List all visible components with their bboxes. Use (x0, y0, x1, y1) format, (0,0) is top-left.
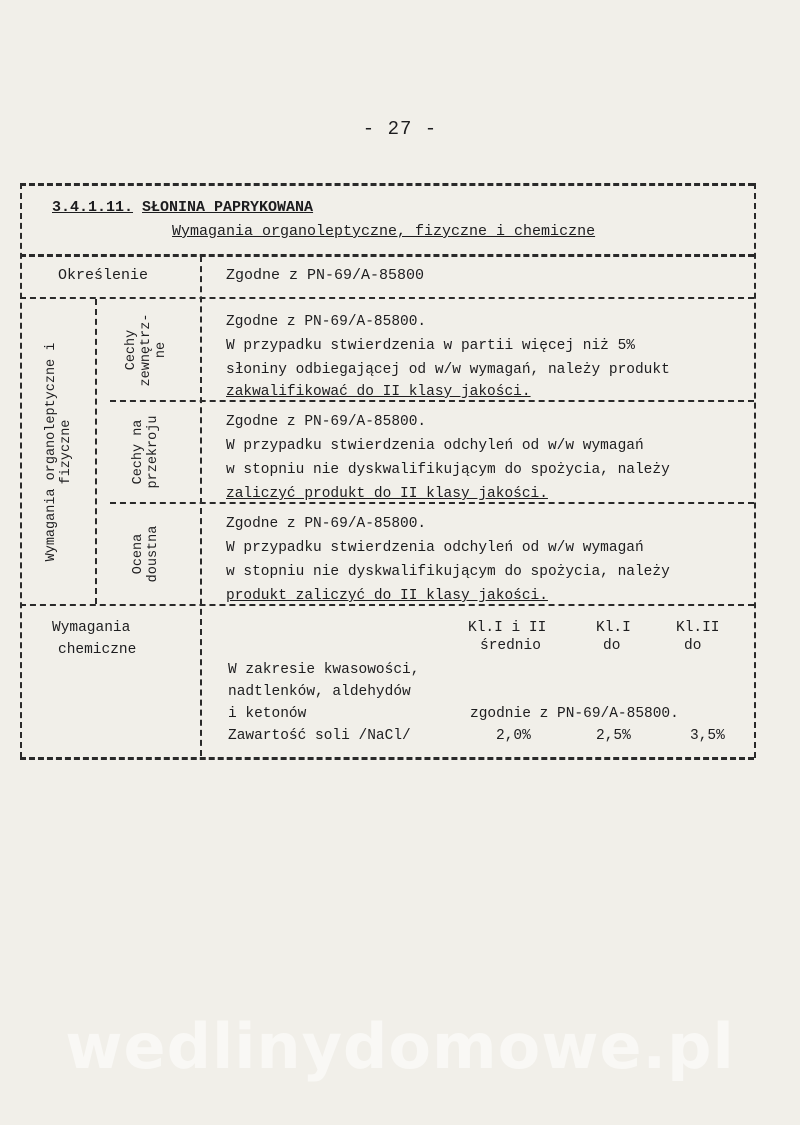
row-label-oral-line1: Ocena (131, 533, 146, 575)
row1-line2: W przypadku stwierdzenia w partii więcej niż 5% (226, 338, 635, 354)
row2-line4: zaliczyć produkt do II klasy jakości. (226, 486, 548, 502)
row-label-external-line3: ne (154, 341, 169, 359)
row-label-oral-line2: doustna (146, 525, 161, 583)
chemical-col3-header: Kl.II (676, 620, 720, 636)
row-label-external (124, 300, 172, 400)
row-label-external-line1: Cechy (124, 329, 139, 371)
chemical-col1-subheader: średnio (480, 638, 541, 654)
chemical-label-line1: Wymagania (52, 620, 131, 636)
row3-line3: w stopniu nie dyskwalifikującym do spożycia, należy (226, 564, 670, 580)
row1-line4: zakwalifikować do II klasy jakości. (226, 384, 531, 400)
row2-line2: W przypadku stwierdzenia odchyleń od w/w wymagań (226, 438, 644, 454)
row-label-external-line2: zewnętrz- (139, 313, 154, 387)
header-left-label: Określenie (58, 267, 149, 284)
chemical-col3-subheader: do (684, 638, 702, 654)
row-label-cross-section-line1: Cechy na (131, 419, 146, 485)
main-column-divider (200, 256, 202, 756)
salt-label: Zawartość soli /NaCl/ (228, 728, 411, 744)
section-subtitle: Wymagania organoleptyczne, fizyczne i chemiczne (172, 223, 596, 240)
organoleptic-group-label (44, 302, 76, 602)
header-right-label: Zgodne z PN-69/A-85800 (226, 267, 425, 284)
row-label-oral (131, 509, 163, 599)
chemical-line3: i ketonów (228, 706, 307, 722)
group-column-divider (95, 299, 97, 604)
row3-line1: Zgodne z PN-69/A-85800. (226, 516, 427, 532)
chemical-label-line2: chemiczne (58, 642, 137, 658)
chemical-line1: W zakresie kwasowości, (228, 662, 420, 678)
header-top-rule (20, 254, 754, 257)
table-top-rule (20, 183, 754, 186)
table-bottom-rule (20, 757, 754, 760)
chemical-line2: nadtlenków, aldehydów (228, 684, 411, 700)
header-bottom-rule (20, 297, 754, 299)
chemical-line3-value: zgodnie z PN-69/A-85800. (470, 706, 679, 722)
chemical-col1-header: Kl.I i II (468, 620, 547, 636)
chemical-col2-subheader: do (603, 638, 621, 654)
chemical-col2-header: Kl.I (596, 620, 631, 636)
watermark-text: wedlinydomowe.pl (65, 1010, 735, 1083)
page-number: - 27 - (362, 118, 438, 140)
row-label-cross-section (131, 407, 163, 497)
row3-line4: produkt zaliczyć do II klasy jakości. (226, 588, 548, 604)
row-label-cross-section-line2: przekroju (146, 415, 161, 489)
row1-line1: Zgodne z PN-69/A-85800. (226, 314, 427, 330)
salt-value-col2: 2,5% (596, 728, 631, 744)
organoleptic-group-label-line2: fizyczne (59, 419, 74, 485)
section-heading (52, 198, 313, 218)
section-title: SŁONINA PAPRYKOWANA (142, 199, 314, 216)
section-number: 3.4.1.11. (52, 199, 134, 216)
salt-value-col1: 2,0% (496, 728, 531, 744)
row1-line3: słoniny odbiegającej od w/w wymagań, należy produkt (226, 362, 670, 378)
row2-line3: w stopniu nie dyskwalifikującym do spożycia, należy (226, 462, 670, 478)
organoleptic-group-label-line1: Wymagania organoleptyczne i (44, 342, 59, 562)
row3-line2: W przypadku stwierdzenia odchyleń od w/w wymagań (226, 540, 644, 556)
salt-value-col3: 3,5% (690, 728, 725, 744)
row2-line1: Zgodne z PN-69/A-85800. (226, 414, 427, 430)
